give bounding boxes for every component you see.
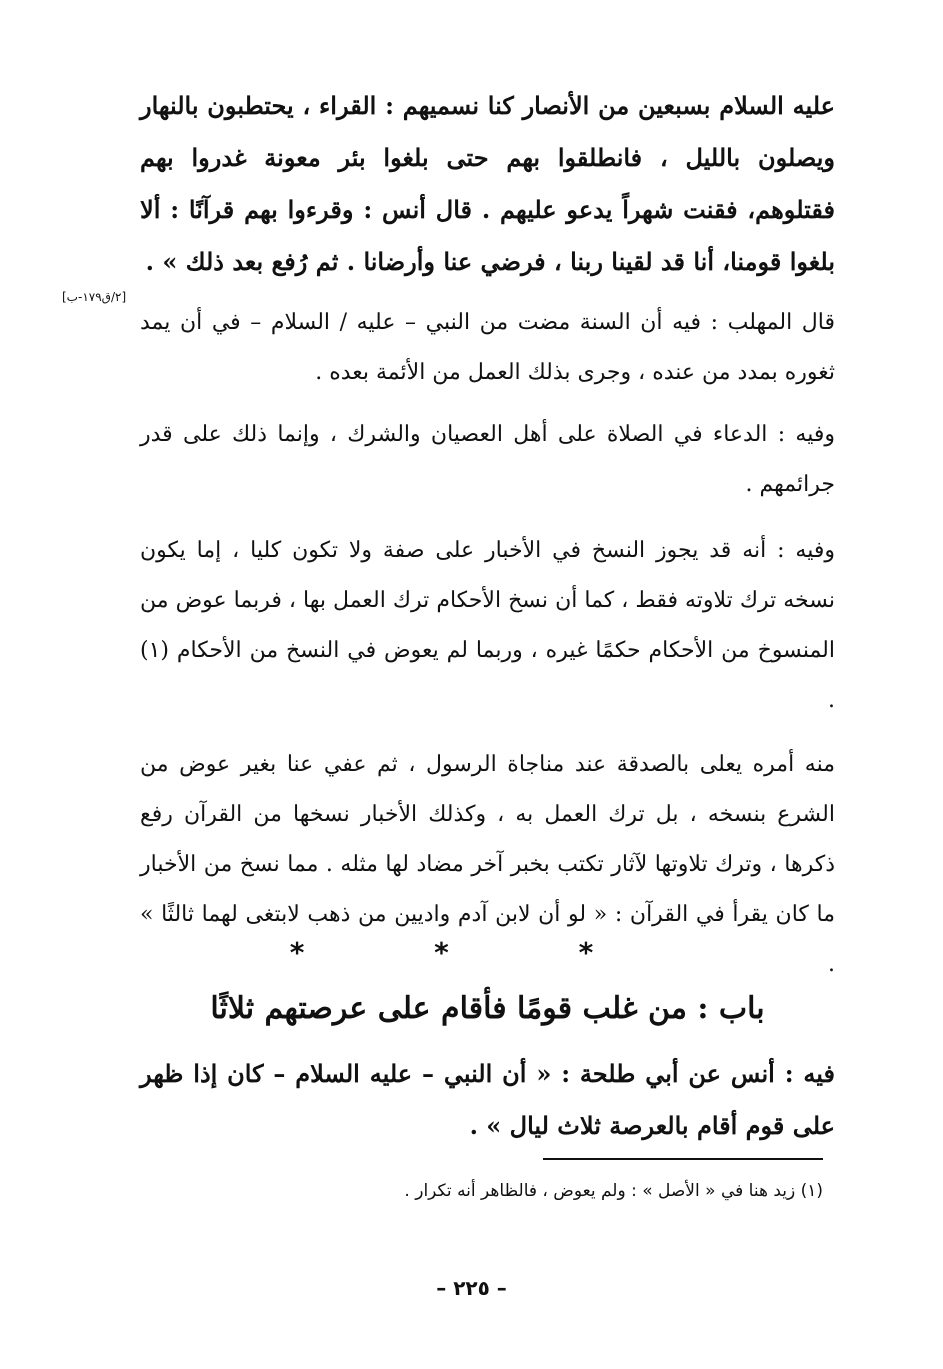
paragraph-naskh: وفيه : أنه قد يجوز النسخ في الأخبار على صفة ولا تكون كليا ، إما يكون نسخه ترك تلاوته فقط ، كما أن نسخ الأحكام ترك العمل بها ، فربما عوض من المنسوخ من الأحكام حكمًا غيره ، وربما لم يعوض في النسخ من الأحكام (١) . bbox=[140, 538, 835, 713]
section-separator: * * * bbox=[289, 936, 654, 969]
chapter-body: فيه : أنس عن أبي طلحة : « أن النبي – عليه السلام – كان إذا ظهر على قوم أقام بالعرصة ثلاث ليال » . bbox=[140, 1059, 835, 1140]
chapter-title: باب : من غلب قومًا فأقام على عرصتهم ثلاثًا bbox=[210, 991, 765, 1026]
footnote-divider bbox=[543, 1158, 823, 1160]
margin-folio-note: [٢/ق١٧٩-ب] bbox=[62, 290, 127, 304]
paragraph-dua: وفيه : الدعاء في الصلاة على أهل العصيان والشرك ، وإنما ذلك على قدر جرائمهم . bbox=[140, 422, 835, 497]
paragraph-example: منه أمره يعلى بالصدقة عند مناجاة الرسول ، ثم عفي عنا بغير عوض من الشرع بنسخه ، بل ترك العمل به ، وكذلك الأخبار نسخها من القرآن رفع ذكرها ، وترك تلاوتها لآثار تكتب بخبر آخر مضاد لها مثله . مما نسخ من الأخبار ما كان يقرأ في القرآن : « لو أن لابن آدم واديين من ذهب لابتغى لهما ثالثًا » . bbox=[140, 752, 835, 977]
main-text bbox=[140, 80, 835, 990]
paragraph-hadith: عليه السلام بسبعين من الأنصار كنا نسميهم : القراء ، يحتطبون بالنهار ويصلون بالليل ، فانطلقوا بهم حتى بلغوا بئر معونة غدروا بهم فقتلوهم، فقنت شهراً يدعو عليهم . قال أنس : وقرءوا بهم قرآنًا : ألا بلغوا قومنا، أنا قد لقينا ربنا ، فرضي عنا وأرضانا . ثم رُفع بعد ذلك » . bbox=[140, 91, 835, 276]
page-number: – ٢٢٥ – bbox=[436, 1276, 507, 1300]
paragraph-muhallab: قال المهلب : فيه أن السنة مضت من النبي – عليه / السلام – في أن يمد ثغوره بمدد من عنده ، وجرى بذلك العمل من الأئمة بعده . bbox=[140, 310, 835, 385]
footnote: (١) زيد هنا في « الأصل » : ولم يعوض ، فالظاهر أنه تكرار . bbox=[404, 1181, 823, 1201]
